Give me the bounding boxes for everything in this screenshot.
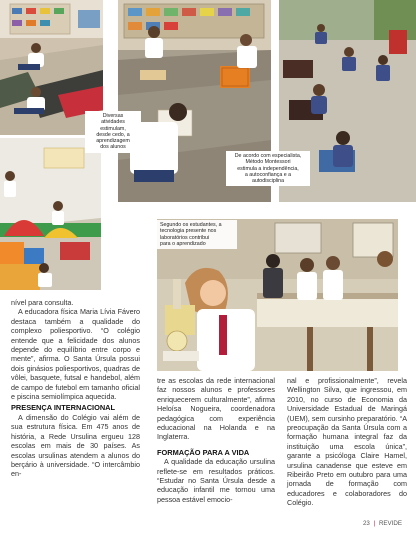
text-column-3 bbox=[287, 376, 407, 508]
section-heading-presenca: PRESENÇA INTERNACIONAL bbox=[11, 403, 116, 413]
caption-line: atividades bbox=[101, 119, 125, 126]
text-column-2 bbox=[157, 376, 275, 504]
caption-line: estimula a independência, bbox=[237, 165, 299, 172]
paragraph: tre as escolas da rede internacional faz nossos alunos e professores enriquecerem culturalmente”, afirma Heloísa Nogueira, coordenadora pedagógica com experiência educacional na Holanda e na Inglaterra. bbox=[157, 376, 275, 442]
caption-line: estimulam, bbox=[100, 125, 126, 132]
photo-playroom bbox=[0, 138, 101, 290]
text-column-1 bbox=[11, 298, 140, 479]
paragraph: A qualidade da educação ursulina reflete-se em resultados práticos. “Estudar no Santa Úrsula desde a educação infantil me tornou uma pessoa estável emocio- bbox=[157, 457, 275, 504]
playroom-illustration bbox=[0, 138, 101, 290]
caption-montessori bbox=[226, 151, 310, 186]
caption-line: laboratórios contribui bbox=[160, 234, 210, 241]
caption-line: Método Montessori bbox=[245, 159, 291, 166]
footer-separator: | bbox=[373, 520, 376, 527]
caption-tecnologia bbox=[157, 220, 237, 249]
caption-line: autodisciplina bbox=[251, 178, 285, 185]
page-number: 23 bbox=[362, 520, 370, 527]
caption-line: Segundo os estudantes, a bbox=[160, 222, 222, 228]
caption-line: desde cedo, a bbox=[96, 131, 130, 138]
caption-line: dos alunos bbox=[100, 144, 126, 151]
caption-line: para o aprendizado bbox=[160, 240, 206, 247]
paragraph: nível para consulta. bbox=[11, 298, 74, 307]
section-heading-formacao: FORMAÇÃO PARA A VIDA bbox=[157, 447, 250, 457]
caption-line: a autoconfiança e a bbox=[244, 171, 292, 178]
caption-line: tecnologia presente nos bbox=[160, 228, 217, 235]
page-footer bbox=[363, 520, 402, 527]
caption-line: De acordo com especialista, bbox=[234, 153, 302, 159]
paragraph: A dimensão do Colégio vai além de sua estrutura física. Em 475 anos de história, a Rede Ursulina ergueu 128 escolas em mais de 30 países. As escolas ursulinas atendem a alunos do berçário à universidade. “O intercâmbio en- bbox=[11, 412, 140, 479]
caption-line: Diversas bbox=[102, 113, 124, 119]
caption-line: aprendizagem bbox=[96, 138, 130, 145]
caption-atividades bbox=[85, 111, 141, 153]
paragraph: A educadora física Maria Lívia Fávero destaca também a qualidade do complexo poliesportivo. “O colégio entende que a felicidade dos alunos depende do equilíbrio entre corpo e mente”, afirma. O Santa Úrsula possui dois ginásios poliesportivos, quadras de vôlei, basquete, futsal e handebol, além de campo de futebol em tamanho oficial e piscina semiolímpica aquecida. bbox=[11, 307, 140, 402]
paragraph: nal e profissionalmente”, revela Wellington Silva, que ingressou, em 2010, no curso de Economia da Universidade Estadual de Maringá (UEM), sem cursinho preparatório. “A preocupação da Santa Úrsula com a formação humana integral faz da instituição uma escola única”, garante a psicóloga Claire Hamel, ursulina canadense que esteve em Ribeirão Preto em outubro para uma jornada de formação com educadores e colaboradores do Colégio. bbox=[287, 376, 407, 508]
magazine-name: REVIDE bbox=[378, 520, 402, 527]
